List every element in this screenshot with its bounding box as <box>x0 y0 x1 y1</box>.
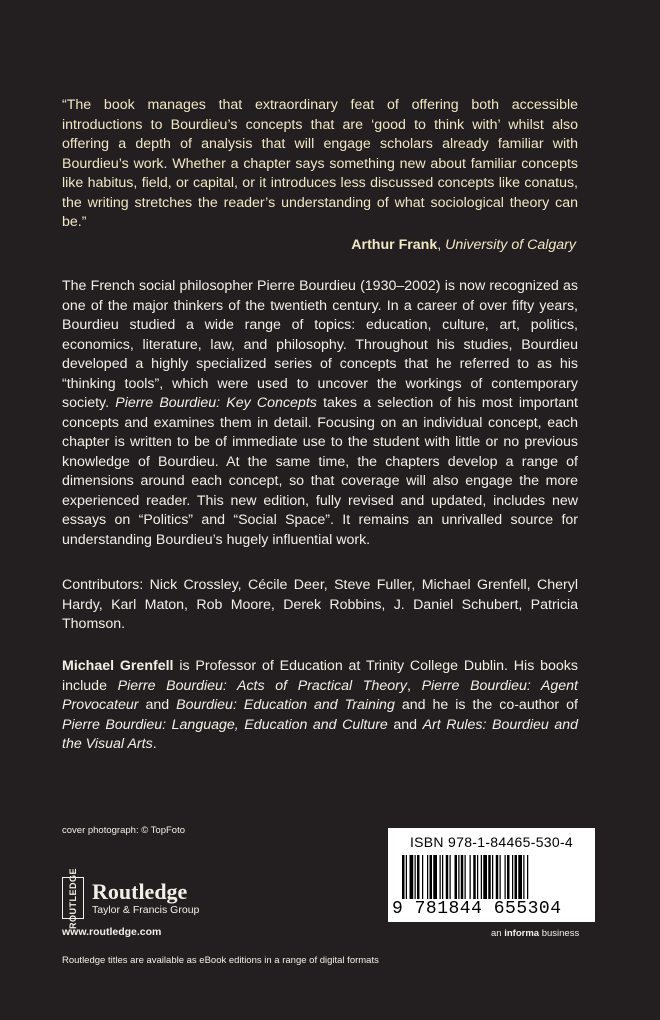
barcode-bar <box>523 855 524 899</box>
barcode-bar <box>505 855 506 899</box>
routledge-logo-icon <box>62 867 84 929</box>
barcode-bar <box>433 855 437 899</box>
barcode-bar <box>461 855 464 899</box>
barcode-bar <box>473 855 476 899</box>
quote-affiliation: University of Calgary <box>445 237 576 253</box>
author-bio-text: and <box>138 697 177 713</box>
barcode-bar <box>417 855 420 899</box>
description-part1: The French social philosopher Pierre Bourdieu (1930–2002) is now recognized as one of the major thinkers of the twentieth century. In a career of over fifty years, Bourdieu studied a wide range of topics: education, culture, art, politics, economics, literature, law, and philosophy. Throughout his studies, Bourdieu developed a highly specialized series of concepts that he referred to as his “thinking tools”, which were used to uncover the workings of contemporary society. <box>62 278 578 411</box>
quote-separator: , <box>437 237 446 253</box>
quote-text: “The book manages that extraordinary feat of offering both accessible introductions to Bourdieu’s concepts that are ‘good to think with’ whilst also offering a depth of analysis that will engage scholars already familiar with Bourdieu’s work. Whether a chapter says something new about familiar concepts like habitus, field, or capital, or it introduces less discussed concepts like conatus, the writing stretches the reader’s understanding of what sociological theory can be.” <box>62 97 578 230</box>
author-name: Michael Grenfell <box>62 658 174 674</box>
barcode-bar <box>402 855 405 899</box>
praise-quote <box>62 96 578 233</box>
barcode-bar <box>518 855 522 899</box>
barcode-bar <box>465 855 466 899</box>
barcode-bar <box>527 855 528 899</box>
barcode-bar <box>477 855 478 899</box>
author-book-1: Pierre Bourdieu: Acts of Practical Theory <box>117 677 407 694</box>
publisher-name: Routledge <box>92 878 188 904</box>
barcode-bar <box>446 855 449 899</box>
barcode-bar <box>442 855 443 899</box>
barcode-bar <box>496 855 499 899</box>
barcode-bar <box>458 855 459 899</box>
quote-attribution <box>351 237 576 253</box>
cover-credit: cover photograph: © TopFoto <box>62 825 186 836</box>
barcode-bar <box>481 855 482 899</box>
barcode-bar <box>483 855 487 899</box>
book-description <box>62 277 578 550</box>
contributors <box>62 576 578 635</box>
barcode-bar <box>488 855 491 899</box>
ebook-note: Routledge titles are available as eBook editions in a range of digital formats <box>62 955 379 966</box>
author-bio-text: and <box>387 716 423 733</box>
barcode-bar <box>427 855 428 899</box>
publisher-logo <box>62 867 200 929</box>
description-part2: takes a selection of his most important concepts and examines them in detail. Focusing on an individual concept, each chapter is written to be of immediate use to the student with little or no previous knowledge of Bourdieu. At the same time, the chapters develop a range of dimensions around each concept, so that coverage will also engage the more experienced reader. This new edition, fully revised and updated, includes new essays on “Politics” and “Social Space”. It remains an unrivalled source for understanding Bourdieu’s hugely influential work. <box>62 395 578 548</box>
barcode-bar <box>406 855 407 899</box>
barcode-bar <box>507 855 510 899</box>
barcode-bar <box>422 855 423 899</box>
publisher-group: Taylor & Francis Group <box>92 903 200 916</box>
barcode-bar <box>415 855 416 899</box>
barcode-bar <box>470 855 471 899</box>
author-book-4: Pierre Bourdieu: Language, Education and Culture <box>62 716 388 733</box>
barcode-bar <box>410 855 414 899</box>
barcode-icon <box>402 855 582 899</box>
barcode-digits: 9 781844 655304 <box>392 899 562 919</box>
publisher-url: www.routledge.com <box>62 926 162 938</box>
quote-author: Arthur Frank <box>351 237 438 253</box>
author-bio-text: , <box>406 677 422 694</box>
barcode-bar <box>455 855 458 899</box>
barcode-bar <box>440 855 441 899</box>
author-book-5: Art Rules: Bourdieu and the Visual Arts <box>62 716 578 752</box>
informa-suffix: business <box>539 928 580 939</box>
barcode-bar <box>492 855 493 899</box>
logo-mark-text: ROUTLEDGE <box>68 867 78 929</box>
isbn-barcode <box>388 828 595 922</box>
isbn-text: ISBN 978-1-84465-530-4 <box>409 834 574 850</box>
description-book-title: Pierre Bourdieu: Key Concepts <box>115 395 317 411</box>
barcode-bar <box>500 855 501 899</box>
author-book-2: Pierre Bourdieu: Agent Provocateur <box>62 677 579 713</box>
author-bio-text: is Professor of Education at Trinity College Dublin. His books include <box>62 658 578 694</box>
informa-business <box>491 928 579 939</box>
author-bio-text: and he is the co-author of <box>394 697 578 713</box>
barcode-bar <box>430 855 433 899</box>
author-bio <box>62 657 578 755</box>
author-book-3: Bourdieu: Education and Training <box>176 697 395 713</box>
contributors-text: Contributors: Nick Crossley, Cécile Deer, Steve Fuller, Michael Grenfell, Cheryl Hardy, Karl Maton, Rob Moore, Derek Robbins, J. Daniel Schubert, Patricia Thomson. <box>62 577 578 632</box>
barcode-bar <box>512 855 513 899</box>
author-bio-text: . <box>152 736 157 752</box>
informa-prefix: an <box>491 928 505 939</box>
barcode-bar <box>515 855 518 899</box>
barcode-bar <box>450 855 451 899</box>
informa-brand: informa <box>504 928 540 939</box>
